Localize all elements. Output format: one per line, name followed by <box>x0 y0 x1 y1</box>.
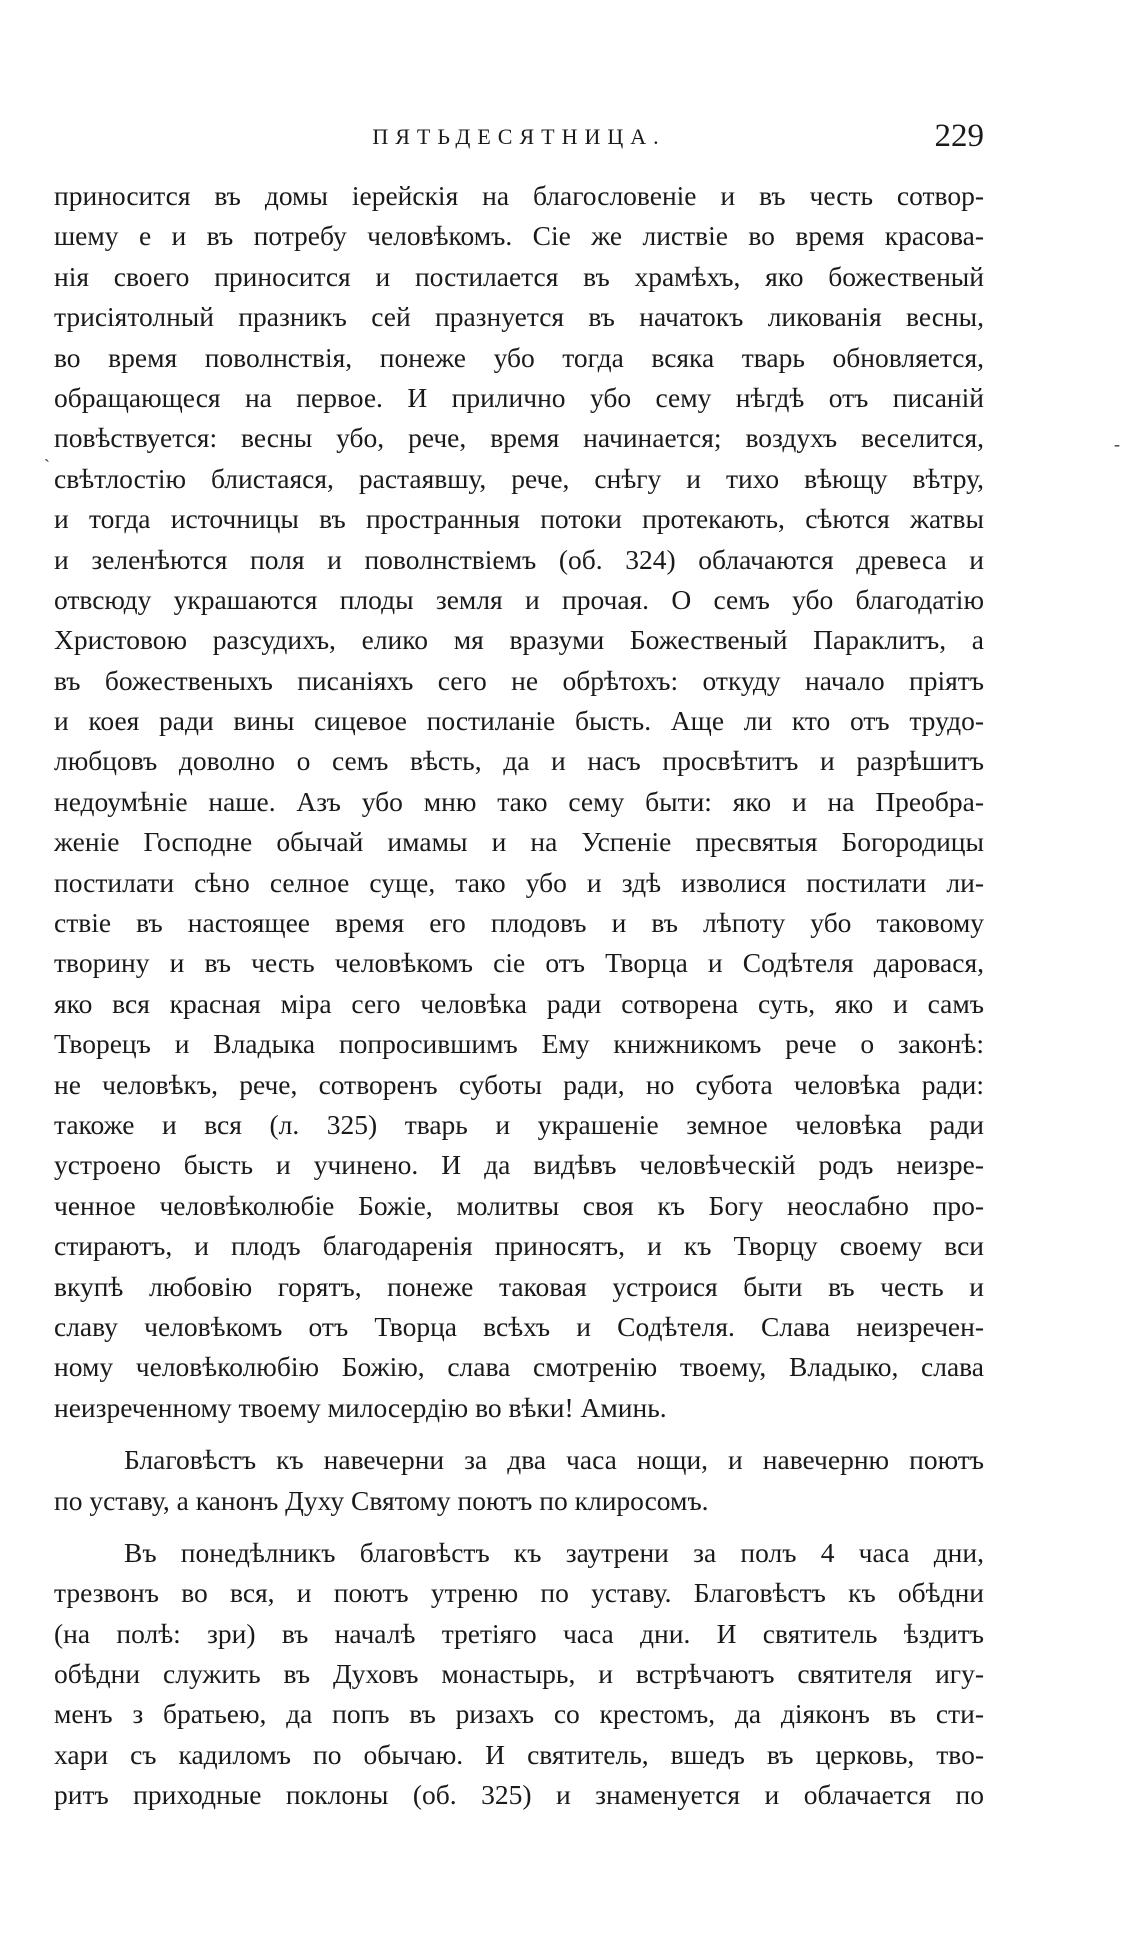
page-number: 229 <box>934 118 984 154</box>
paragraph-2 <box>54 1440 984 1521</box>
text-line: женіе Господне обычай имамы и на Успеніе пресвятыя Богородицы <box>54 826 984 858</box>
text-line: обѣдни служить въ Духовъ монастырь, и встрѣчаютъ святителя игу- <box>54 1658 984 1690</box>
margin-tick-left: ` <box>44 456 50 476</box>
text-line: яко вся красная міра сего человѣка ради сотворена суть, яко и самъ <box>54 987 984 1019</box>
running-head <box>54 118 984 158</box>
text-line: во время поволнствія, понеже убо тогда всяка тварь обновляется, <box>54 341 984 373</box>
text-line: и зеленѣются поля и поволнствіемъ (об. 324) облачаются древеса и <box>54 543 984 575</box>
text-line: повѣствуется: весны убо, рече, время начинается; воздухъ веселится, <box>54 422 984 454</box>
text-line: и тогда источницы въ пространныя потоки протекають, сѣются жатвы <box>54 503 984 535</box>
paragraph-1 <box>54 176 984 1428</box>
text-line: неизреченному твоему милосердію во вѣки! Аминь. <box>54 1391 667 1423</box>
text-line: нія своего приносится и постилается въ храмѣхъ, яко божественый <box>54 260 984 292</box>
text-line: славу человѣкомъ отъ Творца всѣхъ и Содѣтеля. Слава неизречен- <box>54 1310 984 1342</box>
text-line: ритъ приходные поклоны (об. 325) и знаменуется и облачается по <box>54 1779 984 1811</box>
margin-tick-right: - <box>1114 434 1120 454</box>
text-line: хари съ кадиломъ по обычаю. И святитель, вшедъ въ церковь, тво- <box>54 1738 984 1770</box>
text-line: приносится въ домы іерейскія на благословеніе и въ честь сотвор- <box>54 180 984 211</box>
text-line: любцовъ доволно о семъ вѣсть, да и насъ просвѣтитъ и разрѣшитъ <box>54 745 984 777</box>
text-line: стираютъ, и плодъ благодаренія приносятъ, и къ Творцу своему вси <box>54 1230 984 1262</box>
text-line: свѣтлостію блистаяся, растаявшу, рече, снѣгу и тихо вѣющу вѣтру, <box>54 462 984 494</box>
text-line: въ божественыхъ писаніяхъ сего не обрѣтохъ: откуду начало пріятъ <box>54 664 984 696</box>
text-line: отвсюду украшаются плоды земля и прочая. О семъ убо благодатію <box>54 583 984 615</box>
text-line: вкупѣ любовію горятъ, понеже таковая устроися быти въ честь и <box>54 1270 984 1302</box>
text-line: обращающеся на первое. И прилично убо сему нѣгдѣ отъ писаній <box>54 381 984 413</box>
text-line: шему е и въ потребу человѣкомъ. Сіе же листвіе во время красова- <box>54 220 984 252</box>
text-line: (на полѣ: зри) въ началѣ третіяго часа дни. И святитель ѣздитъ <box>54 1617 984 1649</box>
text-line: недоумѣніе наше. Азъ убо мню тако сему быти: яко и на Преобра- <box>54 785 984 817</box>
text-line: Христовою разсудихъ, елико мя вразуми Божественый Параклитъ, а <box>54 624 984 656</box>
text-line: и коея ради вины сицевое постиланіе бысть. Аще ли кто отъ трудо- <box>54 705 984 737</box>
text-line: ному человѣколюбію Божію, слава смотренію твоему, Владыко, слава <box>54 1351 984 1383</box>
text-line: ствіе въ настоящее время его плодовъ и въ лѣпоту убо таковому <box>54 907 984 939</box>
text-line: ченное человѣколюбіе Божіе, молитвы своя къ Богу неослабно про- <box>54 1189 984 1221</box>
paragraph-3 <box>54 1533 984 1816</box>
text-line: трезвонъ во вся, и поютъ утреню по уставу. Благовѣстъ къ обѣдни <box>54 1577 984 1609</box>
running-title: ПЯТЬДЕСЯТНИЦА. <box>372 124 666 149</box>
text-line: творину и въ честь человѣкомъ сіе отъ Творца и Содѣтеля даровася, <box>54 947 984 979</box>
text-line: такоже и вся (л. 325) тварь и украшеніе земное человѣка ради <box>54 1108 984 1140</box>
text-line: устроено бысть и учинено. И да видѣвъ человѣческій родъ неизре- <box>54 1149 984 1181</box>
body-text <box>54 176 984 1816</box>
text-line: менъ з братьею, да попъ въ ризахъ со крестомъ, да діяконъ въ сти- <box>54 1698 984 1730</box>
text-line: по уставу, а канонъ Духу Святому поютъ по клиросомъ. <box>54 1484 709 1516</box>
text-line: Въ понедѣлникъ благовѣстъ къ заутрени за полъ 4 часа дни, <box>124 1536 984 1568</box>
text-line: Творецъ и Владыка попросившимъ Ему книжникомъ рече о законѣ: <box>54 1028 984 1060</box>
text-line: Благовѣстъ къ навечерни за два часа нощи, и навечерню поютъ <box>124 1444 984 1476</box>
text-line: трисіятолный празникъ сей празнуется въ начатокъ ликованія весны, <box>54 301 984 333</box>
text-line: не человѣкъ, рече, сотворенъ суботы ради, но субота человѣка ради: <box>54 1068 984 1100</box>
text-line: постилати сѣно селное суще, тако убо и здѣ изволися постилати ли- <box>54 866 984 898</box>
